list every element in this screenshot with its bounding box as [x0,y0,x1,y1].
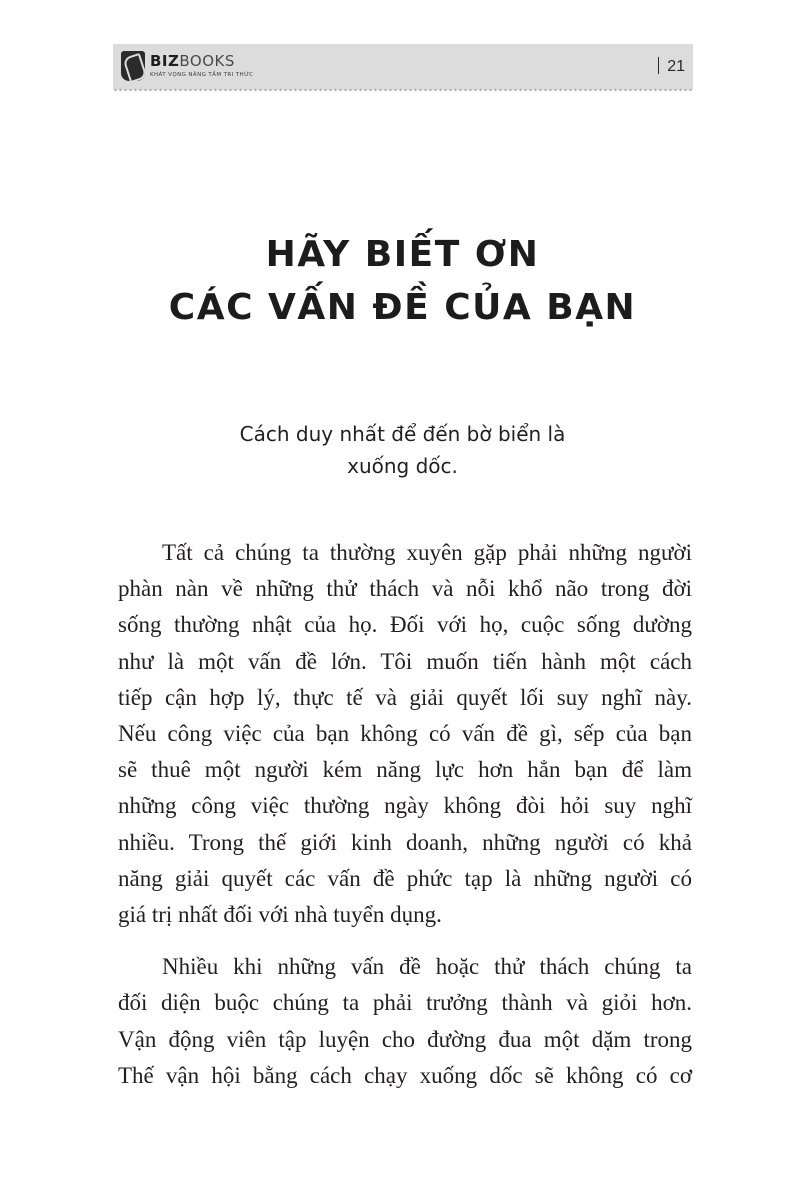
epigraph-quote [0,418,805,482]
running-header [113,44,693,90]
brand-name [150,53,253,69]
page-number-divider [658,57,659,74]
epigraph-line-2: xuống dốc. [347,454,458,478]
paragraph-line: Tất cả chúng ta thường xuyên gặp phải những người [162,540,692,565]
paragraph-line: sẽ thuê một người kém năng lực hơn hẳn bạn để làm [118,757,692,783]
bizbooks-logo-icon [121,51,145,81]
brand-tagline: KHÁT VỌNG NÂNG TẦM TRI THỨC [150,72,254,78]
paragraph-line: Vận động viên tập luyện cho đường đua một dặm trong [118,1026,692,1052]
paragraph-line: Thế vận hội bằng cách chạy xuống dốc sẽ không có cơ [118,1062,692,1088]
paragraph-line: giá trị nhất đối với nhà tuyển dụng. [118,902,442,928]
paragraph-line: Nhiều khi những vấn đề hoặc thử thách chúng ta [162,954,692,980]
publisher-logo [121,50,253,82]
paragraph-1 [118,535,692,933]
paragraph-line: tiếp cận hợp lý, thực tế và giải quyết lối suy nghĩ này. [118,684,692,710]
brand-books: BOOKS [179,52,235,70]
paragraph-line: những công việc thường ngày không đòi hỏi suy nghĩ [118,793,692,819]
paragraph-line: như là một vấn đề lớn. Tôi muốn tiến hành một cách [118,648,692,674]
logo-wordmark [150,53,253,79]
chapter-title-line-2: CÁC VẤN ĐỀ CỦA BẠN [168,287,637,328]
paragraph-line: nhiều. Trong thế giới kinh doanh, những người có khả [118,829,692,855]
chapter-title [0,228,805,334]
chapter-title-line-1: HÃY BIẾT ƠN [265,234,540,275]
paragraph-line: năng giải quyết các vấn đề phức tạp là những người có [118,865,692,891]
body-text [118,535,692,1094]
page-number-value: 21 [667,58,685,75]
brand-biz: BIZ [150,52,180,70]
paragraph-line: phàn nàn về những thử thách và nỗi khổ não trong đời [118,576,692,602]
epigraph-line-1: Cách duy nhất để đến bờ biển là [239,422,566,446]
page-number [658,57,685,76]
paragraph-line: sống thường nhật của họ. Đối với họ, cuộc sống dường [118,612,692,638]
paragraph-2 [118,949,692,1094]
paragraph-line: đối diện buộc chúng ta phải trưởng thành và giỏi hơn. [118,990,692,1016]
paragraph-line: Nếu công việc của bạn không có vấn đề gì, sếp của bạn [118,721,692,747]
